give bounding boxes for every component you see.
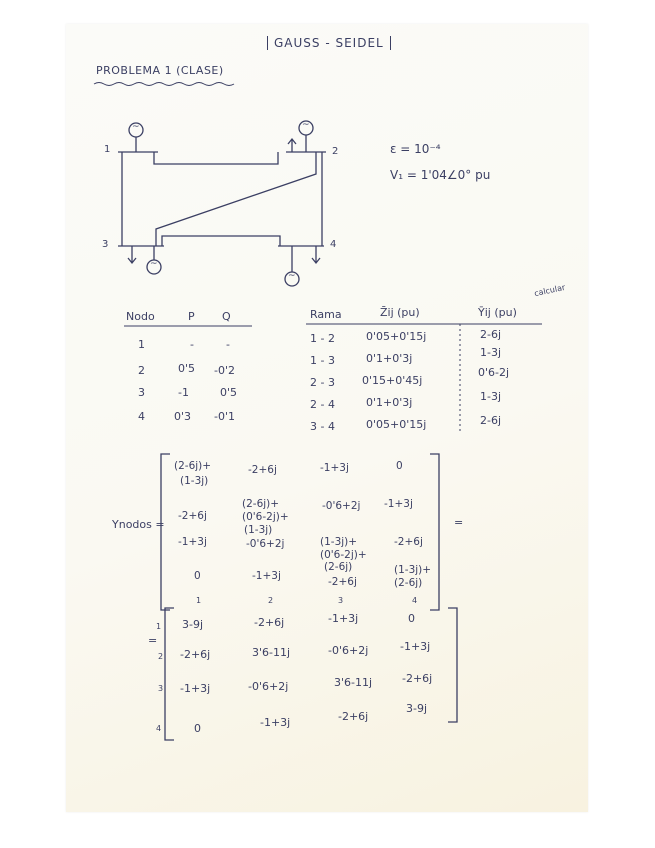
m1-r4-c1: 0 (194, 570, 201, 582)
m2-col-index-4: 4 (412, 596, 418, 605)
generator-symbol-3: ~ (150, 259, 158, 269)
m1-r2-c2a: (2-6j)+ (242, 498, 280, 510)
branch-row-2-rama: 1 - 3 (310, 354, 335, 367)
branch-row-3-y: 0'6-2j (478, 366, 510, 379)
branch-row-1-z: 0'05+0'15j (366, 330, 427, 343)
m2-r1-c4: 0 (408, 612, 415, 625)
m1-r3-c3a: (1-3j)+ (320, 536, 358, 548)
m1-r2-c4: -1+3j (384, 498, 413, 510)
m2-r2-c1: -2+6j (180, 648, 211, 661)
m2-r4-c2: -1+3j (260, 716, 291, 729)
ynodos-label: Ynodos = (112, 518, 165, 531)
matrix2-bracket-right (446, 606, 460, 724)
epsilon-value: ε = 10⁻⁴ (390, 142, 441, 156)
bus-label-4: 4 (330, 239, 337, 250)
bus-row-2-q: -0'2 (214, 364, 235, 377)
m1-r4-c4a: (1-3j)+ (394, 564, 432, 576)
voltage-value: V₁ = 1'04∠0° pu (390, 168, 491, 182)
branch-row-5-y: 2-6j (480, 414, 502, 427)
m2-row-index-4: 4 (156, 724, 162, 733)
m2-r2-c3: -0'6+2j (328, 644, 369, 657)
m2-r4-c3: -2+6j (338, 710, 369, 723)
branch-row-1-rama: 1 - 2 (310, 332, 335, 345)
bus-table-header-nodo: Nodo (126, 310, 155, 323)
generator-symbol-2: ~ (302, 120, 310, 130)
m1-r2-c3: -0'6+2j (322, 500, 361, 512)
m1-r3-c3b: (0'6-2j)+ (320, 549, 367, 561)
m1-r2-c2b: (0'6-2j)+ (242, 511, 289, 523)
m1-r1-c4: 0 (396, 460, 403, 472)
m2-col-index-2: 2 (268, 596, 274, 605)
branch-row-5-rama: 3 - 4 (310, 420, 335, 433)
m1-r2-c1: -2+6j (178, 510, 207, 522)
bus-table-header-line (124, 324, 254, 328)
bus-table-header-p: P (188, 310, 195, 323)
branch-table-divider (458, 324, 462, 434)
bus-label-3: 3 (102, 239, 109, 250)
branch-row-4-z: 0'1+0'3j (366, 396, 413, 409)
matrix1-equals: = (454, 516, 464, 529)
matrix1-bracket-right (428, 452, 442, 612)
m2-r3-c2: -0'6+2j (248, 680, 289, 693)
bus-row-3-q: 0'5 (220, 386, 238, 399)
branch-row-5-z: 0'05+0'15j (366, 418, 427, 431)
problem-heading: PROBLEMA 1 (CLASE) (96, 64, 224, 77)
bus-row-4-p: 0'3 (174, 410, 192, 423)
m1-r1-c1b: (1-3j) (180, 475, 209, 487)
m2-r3-c4: -2+6j (402, 672, 433, 685)
m1-r4-c3: -2+6j (328, 576, 357, 588)
m2-r1-c3: -1+3j (328, 612, 359, 625)
m2-row-index-2: 2 (158, 652, 164, 661)
branch-table-header-y: Ȳij (pu) (478, 306, 517, 319)
bus-row-1-p: - (190, 338, 194, 351)
bus-row-1-nodo: 1 (138, 338, 145, 351)
branch-row-2-z: 0'1+0'3j (366, 352, 413, 365)
m1-r1-c2: -2+6j (248, 464, 277, 476)
m2-col-index-3: 3 (338, 596, 344, 605)
bus-row-2-nodo: 2 (138, 364, 145, 377)
m2-r4-c1: 0 (194, 722, 201, 735)
bus-row-4-q: -0'1 (214, 410, 235, 423)
bus-table-header-q: Q (222, 310, 231, 323)
generator-symbol-4: ~ (288, 271, 296, 281)
m1-r2-c2c: (1-3j) (244, 524, 273, 536)
branch-row-3-z: 0'15+0'45j (362, 374, 423, 387)
matrix1-bracket-left (158, 452, 172, 612)
m2-r1-c2: -2+6j (254, 616, 285, 629)
branch-table-header-rama: Rama (310, 308, 342, 321)
m2-r2-c2: 3'6-11j (252, 646, 291, 659)
branch-row-3-rama: 2 - 3 (310, 376, 335, 389)
annotation-note: calcular (533, 282, 566, 299)
m1-r3-c1: -1+3j (178, 536, 207, 548)
m1-r3-c4: -2+6j (394, 536, 423, 548)
branch-table-header-z: Z̄ij (pu) (380, 306, 420, 319)
m2-r1-c1: 3-9j (182, 618, 204, 631)
bus-label-2: 2 (332, 146, 339, 157)
bus-row-3-nodo: 3 (138, 386, 145, 399)
page-title: GAUSS - SEIDEL (267, 36, 391, 50)
branch-row-1-y: 2-6j (480, 328, 502, 341)
bus-row-1-q: - (226, 338, 230, 351)
matrix2-equals: = (148, 634, 158, 647)
generator-symbol-1: ~ (132, 122, 140, 132)
m1-r3-c2: -0'6+2j (246, 538, 285, 550)
branch-row-2-y: 1-3j (480, 346, 502, 359)
bus-row-3-p: -1 (178, 386, 189, 399)
m2-col-index-1: 1 (196, 596, 202, 605)
matrix2-bracket-left (162, 606, 176, 742)
m2-row-index-3: 3 (158, 684, 164, 693)
m1-r1-c1a: (2-6j)+ (174, 460, 212, 472)
m2-r2-c4: -1+3j (400, 640, 431, 653)
bus-row-2-p: 0'5 (178, 362, 196, 375)
m2-row-index-1: 1 (156, 622, 162, 631)
bus-row-4-nodo: 4 (138, 410, 145, 423)
problem-underline (94, 80, 234, 88)
m1-r1-c3: -1+3j (320, 462, 349, 474)
power-system-diagram (96, 114, 339, 284)
m1-r4-c4b: (2-6j) (394, 577, 423, 589)
m1-r4-c2: -1+3j (252, 570, 281, 582)
branch-row-4-y: 1-3j (480, 390, 502, 403)
bus-label-1: 1 (104, 144, 111, 155)
branch-table-header-line (306, 322, 546, 326)
m2-r3-c3: 3'6-11j (334, 676, 373, 689)
m1-r3-c3c: (2-6j) (324, 561, 353, 573)
branch-row-4-rama: 2 - 4 (310, 398, 335, 411)
m2-r3-c1: -1+3j (180, 682, 211, 695)
m2-r4-c4: 3-9j (406, 702, 428, 715)
notebook-page (66, 24, 588, 812)
